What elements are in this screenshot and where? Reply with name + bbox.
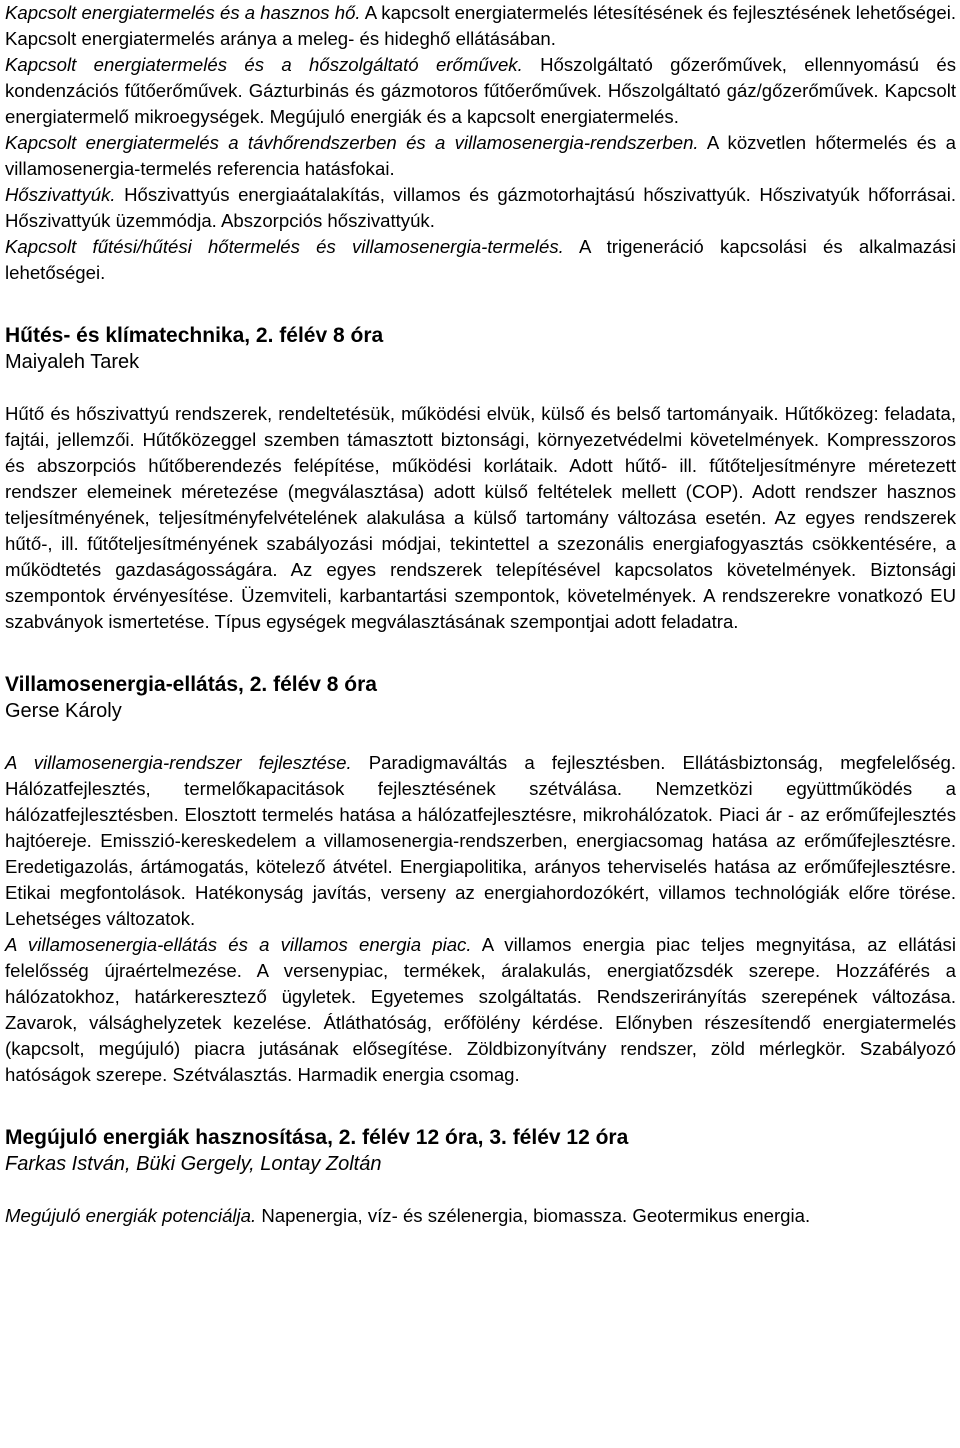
- paragraph: [5, 1203, 956, 1229]
- topic-text: A kapcsolt energiatermelés létesítésének és fejlesztésének lehetőségei. Kapcsolt energiatermelés aránya a meleg- és hideghő ellátásában.: [5, 2, 956, 49]
- topic-heading: Kapcsolt energiatermelés a távhőrendszerben és a villamosenergia-rendszerben.: [5, 132, 699, 153]
- topic-heading: Hőszivattyúk.: [5, 184, 116, 205]
- topic-text: A közvetlen hőtermelés és a villamosenergia-termelés referencia hatásfokai.: [5, 132, 956, 179]
- cooling-section: [5, 322, 956, 635]
- spacer: [5, 724, 956, 750]
- topic-text: Hőszolgáltató gőzerőművek, ellennyomású és kondenzációs fűtőerőművek. Gázturbinás és gázmotoros fűtőerőművek. Hőszolgáltató gáz/gőzerőművek. Kapcsolt energiatermelő mikroegységek. Megújuló energiák és a kapcsolt energiatermelés.: [5, 54, 956, 127]
- course-authors: Maiyaleh Tarek: [5, 351, 140, 373]
- paragraph: [5, 932, 956, 1088]
- spacer: [5, 375, 956, 401]
- energy-section: [5, 0, 956, 286]
- topic-text: Napenergia, víz- és szélenergia, biomassza. Geotermikus energia.: [256, 1205, 811, 1226]
- topic-heading: A villamosenergia-ellátás és a villamos energia piac.: [5, 934, 472, 955]
- topic-heading: Kapcsolt fűtési/hűtési hőtermelés és villamosenergia-termelés.: [5, 236, 564, 257]
- course-authors: Gerse Károly: [5, 700, 122, 722]
- topic-text: Paradigmaváltás a fejlesztésben. Ellátásbiztonság, megfelelőség. Hálózatfejlesztés, termelőkapacitások fejlesztésének szétválása. Nemzetközi együttműködés a hálózatfejlesztésben. Elosztott termelés hatása a hálózatfejlesztésre, mikrohálózatok. Piaci ár - az erőműfejlesztés hajtóereje. Emisszió-kereskedelem a villamosenergia-rendszerben, energiacsomag hatása az erőműfejlesztésre. Eredetigazolás, ártámogatás, kötelező átvétel. Energiapolitika, arányos teherviselés hatása az erőműfejlesztésre. Etikai megfontolások. Hatékonyság javítás, verseny az energiahordozókért, villamos technológiák előre törése. Lehetséges változatok.: [5, 752, 956, 929]
- course-title: Hűtés- és klímatechnika, 2. félév 8 óra: [5, 324, 384, 347]
- course-title: Megújuló energiák hasznosítása, 2. félév 12 óra, 3. félév 12 óra: [5, 1126, 629, 1149]
- topic-heading: A villamosenergia-rendszer fejlesztése.: [5, 752, 352, 773]
- topic-text: Hűtő és hőszivattyú rendszerek, rendeltetésük, működési elvük, külső és belső tartományaik. Hűtőközeg: feladata, fajtái, jellemzői. Hűtőközeggel szemben támasztott biztonsági, környezetvédelmi követelmények. Kompresszoros és abszorpciós hűtőberendezés felépítése, működési korlátaik. Adott hűtő- ill. fűtőteljesítményre méretezett rendszer elemeinek méretezése (megválasztása) adott külső feltételek mellett (COP). Adott rendszer hasznos teljesítményének, teljesítményfelvételének alakulása a külső tartomány változása esetén. Az egyes rendszerek hűtő-, ill. fűtőteljesítményének szabályozási módjai, tekintettel a szezonális energiafogyasztás csökkentésére, a működtetés gazdaságosságára. Az egyes rendszerek telepítésével kapcsolatos követelmények. Biztonsági szempontok érvényesítése. Üzemviteli, karbantartási szempontok, követelmények. A rendszerekre vonatkozó EU szabványok ismertetése. Típus egységek megválasztásának szempontjai adott feladatra.: [5, 403, 956, 632]
- power-section: [5, 671, 956, 1088]
- course-authors: Farkas István, Büki Gergely, Lontay Zoltán: [5, 1153, 382, 1175]
- paragraph: [5, 52, 956, 130]
- spacer: [5, 286, 956, 322]
- spacer: [5, 1177, 956, 1203]
- topic-text: Hőszivattyús energiaátalakítás, villamos és gázmotorhajtású hőszivattyúk. Hőszivatyúk hőforrásai. Hőszivattyúk üzemmódja. Abszorpciós hőszivattyúk.: [5, 184, 956, 231]
- spacer: [5, 1088, 956, 1124]
- topic-heading: Megújuló energiák potenciálja.: [5, 1205, 257, 1226]
- renewable-section: [5, 1124, 956, 1229]
- paragraph: [5, 234, 956, 286]
- spacer: [5, 635, 956, 671]
- topic-text: A villamos energia piac teljes megnyitása, az ellátási felelősség újraértelmezése. A versenypiac, termékek, áralakulás, energiatőzsdék szerepe. Hozzáférés a hálózatokhoz, határkeresztező ügyletek. Egyetemes szolgáltatás. Rendszerirányítás szerepének változása. Zavarok, válsághelyzetek kezelése. Átláthatóság, erőfölény kérdése. Előnyben részesítendő energiatermelés (kapcsolt, megújuló) piacra jutásának elősegítése. Zöldbizonyítvány rendszer, zöld mérlegkör. Szabályozó hatóságok szerepe. Szétválasztás. Harmadik energia csomag.: [5, 934, 956, 1085]
- topic-heading: Kapcsolt energiatermelés és a hőszolgáltató erőművek.: [5, 54, 523, 75]
- paragraph: [5, 0, 956, 52]
- paragraph: [5, 182, 956, 234]
- paragraph: [5, 401, 956, 635]
- topic-text: A trigeneráció kapcsolási és alkalmazási lehetőségei.: [5, 236, 956, 283]
- course-title: Villamosenergia-ellátás, 2. félév 8 óra: [5, 673, 377, 696]
- topic-heading: Kapcsolt energiatermelés és a hasznos hő.: [5, 2, 361, 23]
- paragraph: [5, 750, 956, 932]
- document-page: [5, 0, 956, 1229]
- paragraph: [5, 130, 956, 182]
